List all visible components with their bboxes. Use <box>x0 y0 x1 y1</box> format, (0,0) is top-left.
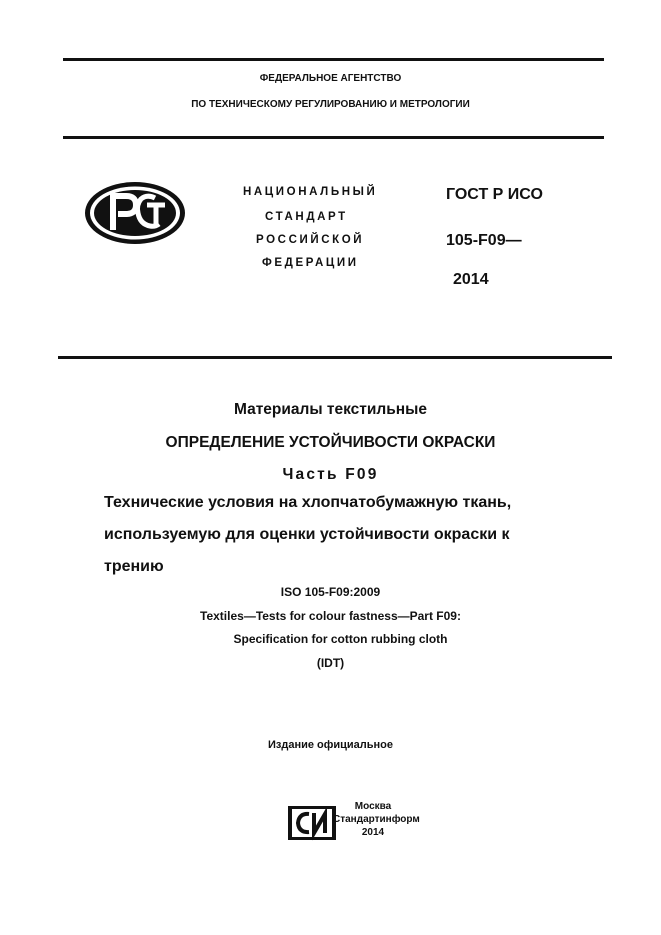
national-standard-line-2: СТАНДАРТ <box>265 211 348 223</box>
top-rule <box>63 58 604 61</box>
edition-label: Издание официальное <box>267 739 394 751</box>
publisher-city: Москва <box>354 801 392 812</box>
title-part: Часть F09 <box>282 466 379 483</box>
publisher-name: Стандартинформ <box>333 814 420 825</box>
agency-line-2: ПО ТЕХНИЧЕСКОМУ РЕГУЛИРОВАНИЮ И МЕТРОЛОГИИ <box>191 99 470 110</box>
national-standard-line-4: ФЕДЕРАЦИИ <box>262 257 359 269</box>
publisher-year: 2014 <box>361 827 385 838</box>
iso-number: ISO 105-F09:2009 <box>280 585 381 599</box>
agency-line-1: ФЕДЕРАЛЬНОЕ АГЕНТСТВО <box>259 73 402 84</box>
standartinform-logo-icon <box>287 805 337 841</box>
rst-logo-icon <box>83 180 187 246</box>
subtitle-line-3: трению <box>104 558 164 575</box>
subtitle-line-2: используемую для оценки устойчивости окраски к <box>104 526 510 543</box>
national-standard-line-3: РОССИЙСКОЙ <box>256 234 365 246</box>
title-line-2: ОПРЕДЕЛЕНИЕ УСТОЙЧИВОСТИ ОКРАСКИ <box>165 434 496 451</box>
iso-title-line-2: Specification for cotton rubbing cloth <box>233 632 448 646</box>
iso-title-line-1: Textiles—Tests for colour fastness—Part F09: <box>200 609 461 623</box>
standard-designation-line-2: 105-F09— <box>446 232 522 249</box>
title-line-1: Материалы текстильные <box>233 401 428 418</box>
middle-rule <box>63 136 604 139</box>
subtitle-line-1: Технические условия на хлопчатобумажную ткань, <box>104 494 512 511</box>
national-standard-line-1: НАЦИОНАЛЬНЫЙ <box>243 186 378 198</box>
standard-designation-year: 2014 <box>453 271 489 288</box>
lower-rule <box>58 356 612 359</box>
iso-identity: (IDT) <box>316 656 345 670</box>
standard-designation-line-1: ГОСТ Р ИСО <box>446 186 543 203</box>
